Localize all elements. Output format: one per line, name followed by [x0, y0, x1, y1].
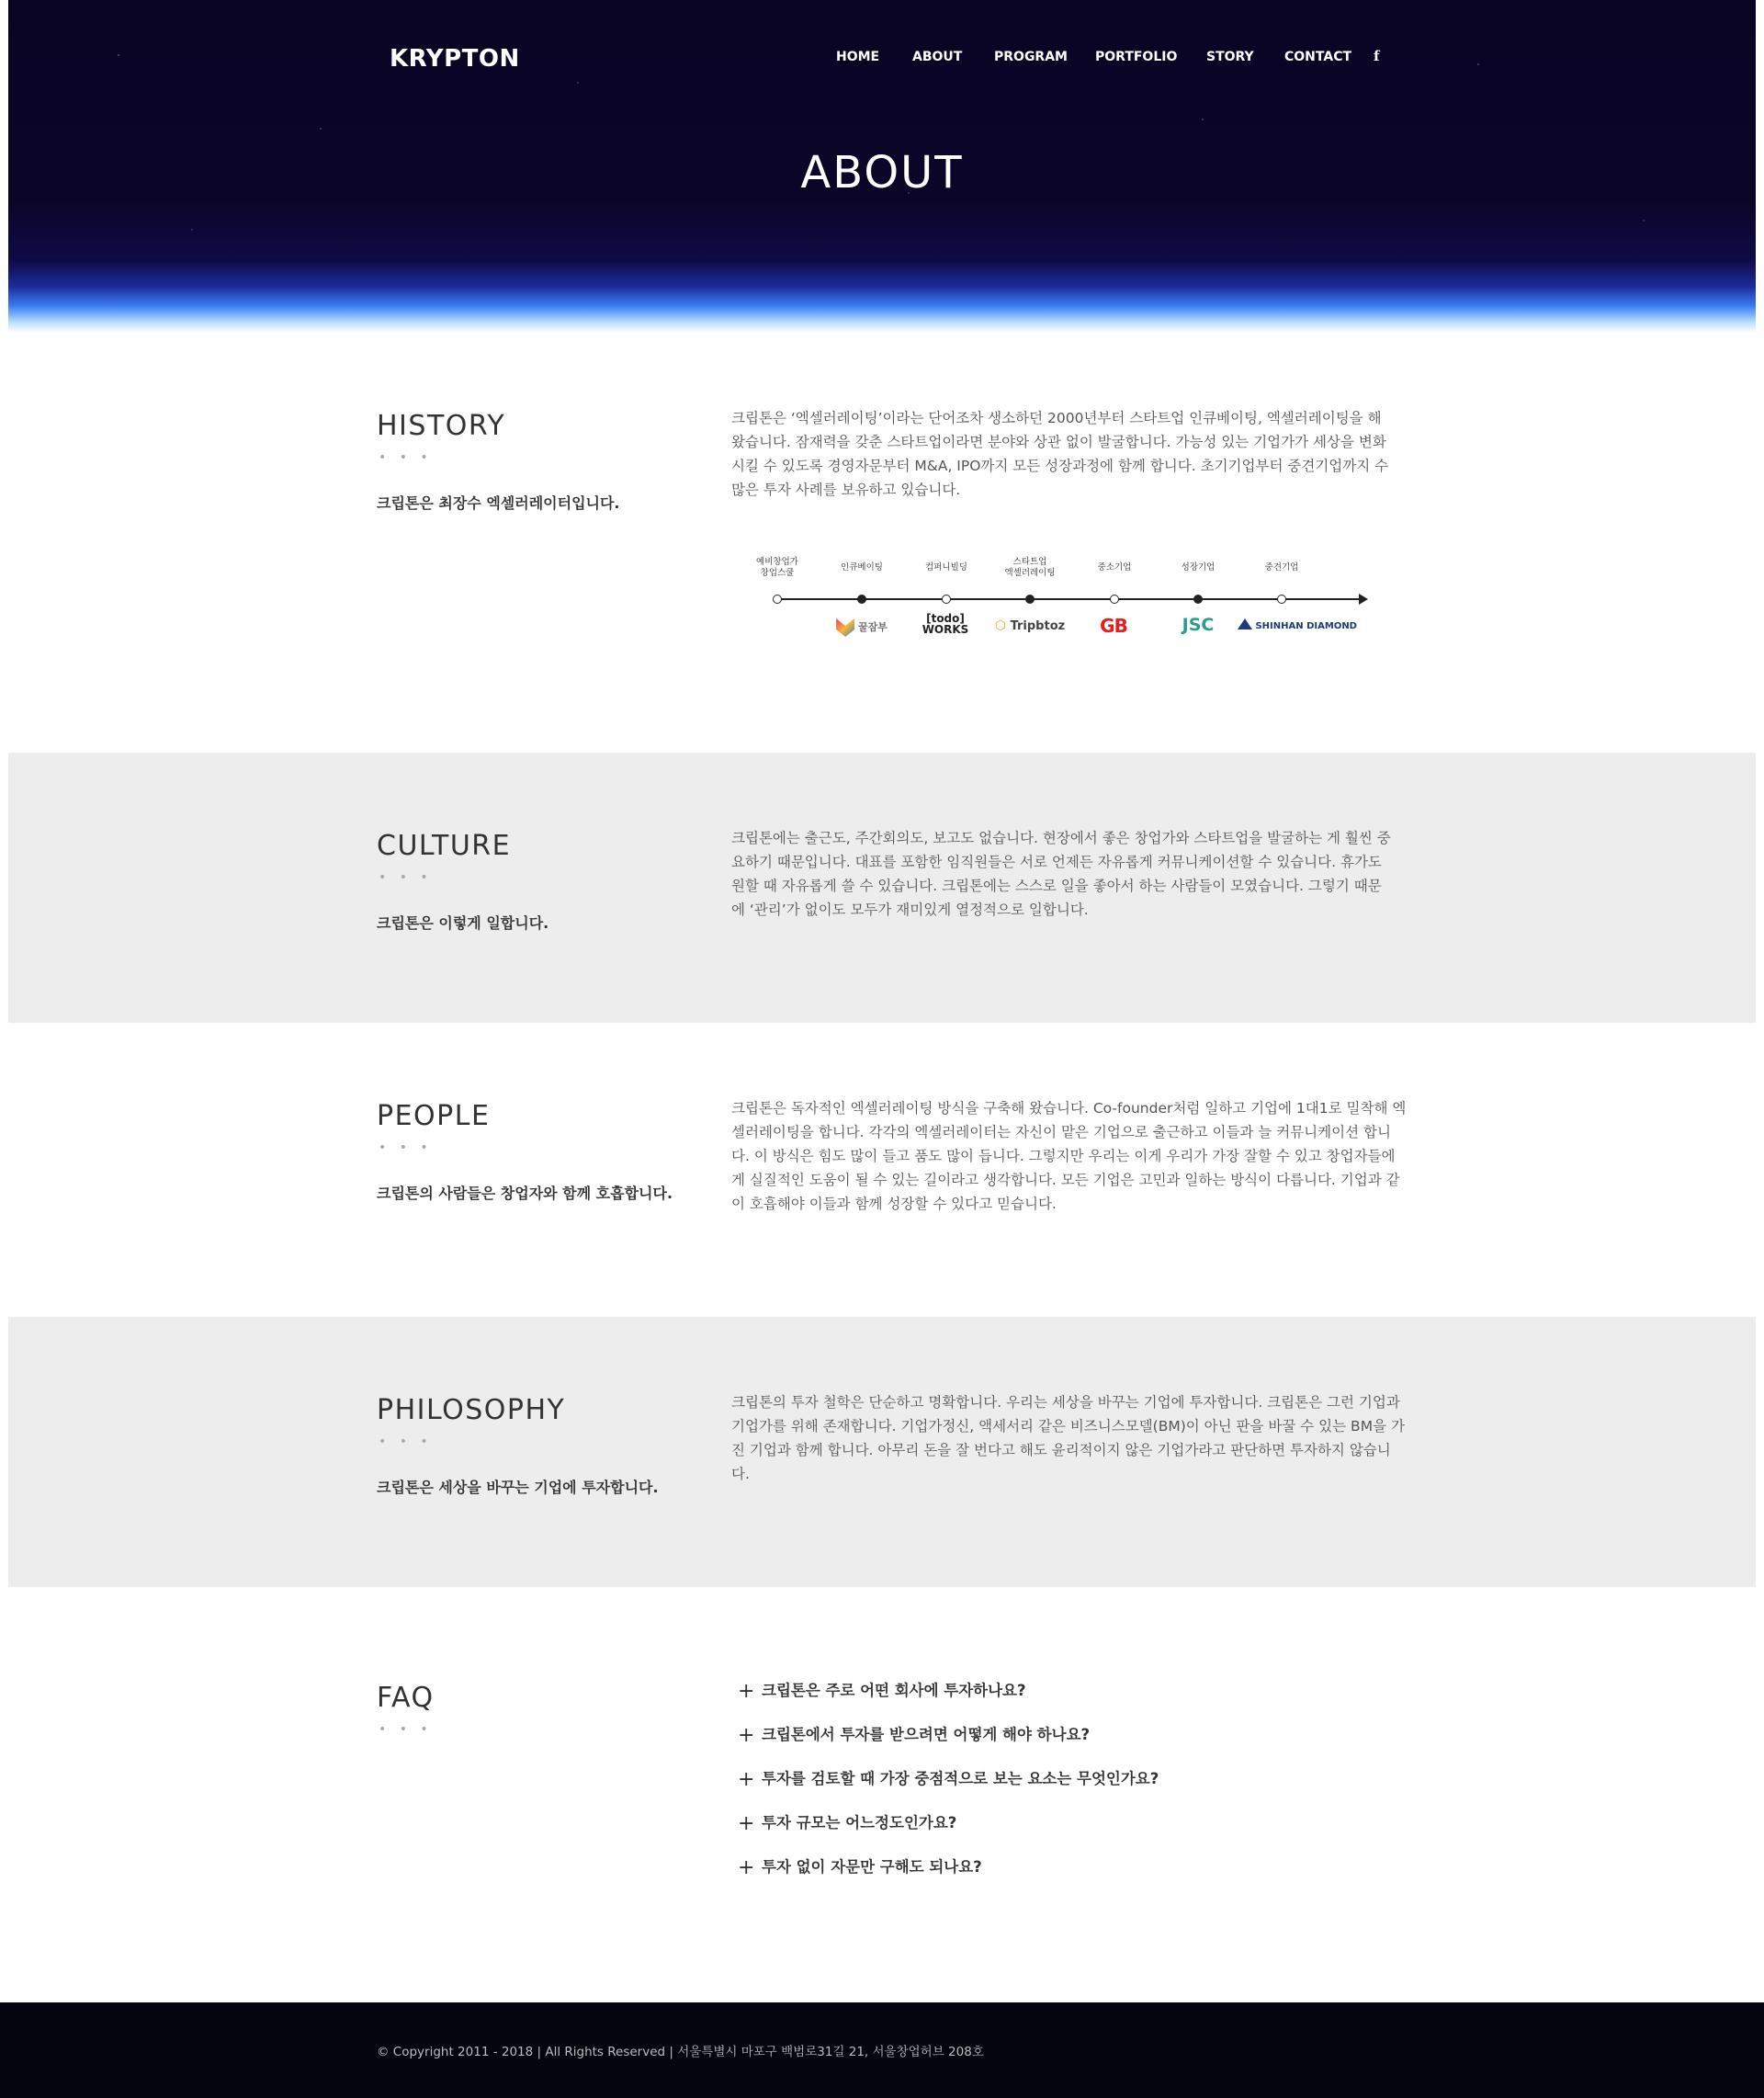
people-title: PEOPLE: [377, 1100, 491, 1132]
footer: [0, 2002, 1764, 2098]
nav-program[interactable]: PROGRAM: [994, 50, 1068, 64]
culture-title: CULTURE: [377, 830, 512, 862]
portfolio-logo-kkuljambu: 꿀잠부: [818, 618, 906, 637]
plus-icon: +: [738, 1856, 755, 1879]
timeline-node: [1025, 595, 1035, 604]
culture-dots: • • •: [379, 870, 433, 885]
portfolio-logo-gb: GB: [1100, 615, 1127, 637]
faq-section: [8, 1587, 1756, 2002]
timeline-node: [857, 595, 866, 604]
timeline-node: [1193, 595, 1203, 604]
timeline-stage-label: 예비창업가 창업스쿨: [756, 557, 798, 578]
history-body: 크립톤은 ‘엑셀러레이팅’이라는 단어조차 생소하던 2000년부터 스타트업 인큐베이팅, 엑셀러레이팅을 해왔습니다. 잠재력을 갖춘 스타트업이라면 분야와 상관 없이 발굴합니다. 가능성 있는 기업가가 세상을 변화시킬 수 있도록 경영자문부터 M&A, IPO까지 모든 성장과정에 함께 합니다. 초기기업부터 중견기업까지 수많은 투자 사례를 보유하고 있습니다.: [731, 410, 1389, 498]
timeline-stage-label: 스타트업 엑셀러레이팅: [1004, 557, 1056, 578]
people-subtitle: 크립톤의 사람들은 창업자와 함께 호흡합니다.: [377, 1185, 673, 1202]
history-dots: • • •: [379, 450, 433, 465]
faq-item[interactable]: + 크립톤에서 투자를 받으려면 어떻게 해야 하나요?: [738, 1724, 1091, 1747]
faq-dots: • • •: [379, 1722, 433, 1737]
facebook-icon[interactable]: f: [1374, 48, 1380, 64]
faq-item[interactable]: + 투자를 검토할 때 가장 중점적으로 보는 요소는 무엇인가요?: [738, 1768, 1159, 1791]
people-body: 크립톤은 독자적인 엑셀러레이팅 방식을 구축해 왔습니다. Co-founder처럼 일하고 기업에 1대1로 밀착해 엑셀러레이팅을 합니다. 각각의 엑셀러레이터는 자신이 맡은 기업으로 출근하고 이들과 늘 커뮤니케이션 합니다. 이 방식은 힘도 많이 들고 품도 많이 듭니다. 그렇지만 우리는 이게 우리가 가장 잘할 수 있고 창업자들에게 실질적인 도움이 될 수 있는 길이라고 생각합니다. 모든 기업은 고민과 일하는 방식이 다릅니다. 기업과 같이 호흡해야 이들과 함께 성장할 수 있다고 믿습니다.: [731, 1100, 1407, 1212]
culture-subtitle: 크립톤은 이렇게 일합니다.: [377, 914, 549, 932]
plus-icon: +: [738, 1724, 755, 1747]
plus-icon: +: [738, 1680, 755, 1703]
history-title: HISTORY: [377, 410, 506, 442]
nav-story[interactable]: STORY: [1206, 50, 1254, 64]
portfolio-logo-tripbtoz: ⬡ Tripbtoz: [994, 618, 1066, 633]
nav-portfolio[interactable]: PORTFOLIO: [1095, 50, 1178, 64]
portfolio-logo-jsc: JSC: [1182, 615, 1215, 635]
people-dots: • • •: [379, 1140, 433, 1155]
timeline-stage-label: 중소기업: [1097, 562, 1132, 573]
footer-copyright: © Copyright 2011 - 2018 | All Rights Reserved | 서울특별시 마포구 백범로31길 21, 서울창업허브 208호: [377, 2045, 984, 2059]
culture-body: 크립톤에는 출근도, 주간회의도, 보고도 없습니다. 현장에서 좋은 창업가와 스타트업을 발굴하는 게 훨씬 중요하기 때문입니다. 대표를 포함한 임직원들은 서로 언제든 자유롭게 커뮤니케이션할 수 있습니다. 휴가도 원할 때 자유롭게 쓸 수 있습니다. 크립톤에는 스스로 일을 좋아서 하는 사람들이 모였습니다. 그렇기 때문에 ‘관리’가 없이도 모두가 재미있게 열정적으로 일합니다.: [731, 830, 1391, 918]
faq-item[interactable]: + 크립톤은 주로 어떤 회사에 투자하나요?: [738, 1680, 1026, 1703]
faq-item[interactable]: + 투자 없이 자문만 구해도 되나요?: [738, 1856, 982, 1879]
history-timeline: [723, 551, 1385, 652]
tripbtoz-logo-icon: ⬡: [994, 618, 1007, 633]
plus-icon: +: [738, 1812, 755, 1835]
faq-item[interactable]: + 투자 규모는 어느정도인가요?: [738, 1812, 957, 1835]
timeline-arrow-icon: [1359, 594, 1368, 605]
timeline-stage-label: 컴퍼니빌딩: [925, 562, 967, 573]
timeline-stage-label: 인큐베이팅: [841, 562, 883, 573]
timeline-stage-label: 성장기업: [1181, 562, 1216, 573]
timeline-node: [773, 595, 782, 604]
history-section: [8, 333, 1756, 753]
portfolio-logo-todo-works: [todo] WORKS: [922, 612, 969, 636]
philosophy-subtitle: 크립톤은 세상을 바꾸는 기업에 투자합니다.: [377, 1479, 659, 1496]
philosophy-section: [8, 1317, 1756, 1587]
philosophy-title: PHILOSOPHY: [377, 1394, 566, 1426]
kkuljambu-logo-icon: [836, 618, 854, 637]
portfolio-logo-shinhan-diamond: SHINHAN DIAMOND: [1238, 618, 1348, 631]
hero-banner: [8, 0, 1756, 333]
timeline-node: [942, 595, 951, 604]
nav-contact[interactable]: CONTACT: [1284, 50, 1352, 64]
timeline-node: [1110, 595, 1119, 604]
culture-section: [8, 753, 1756, 1023]
plus-icon: +: [738, 1768, 755, 1791]
timeline-stage-label: 중견기업: [1264, 562, 1299, 573]
mountain-logo-icon: [1238, 618, 1252, 629]
people-section: [8, 1023, 1756, 1317]
krypton-logo[interactable]: KRYPTON: [390, 45, 520, 73]
timeline-node: [1277, 595, 1286, 604]
main-nav: [8, 50, 1756, 68]
faq-title: FAQ: [377, 1682, 435, 1714]
page-title: ABOUT: [800, 147, 964, 198]
history-subtitle: 크립톤은 최장수 엑셀러레이터입니다.: [377, 494, 620, 512]
philosophy-dots: • • •: [379, 1435, 433, 1449]
philosophy-body: 크립톤의 투자 철학은 단순하고 명확합니다. 우리는 세상을 바꾸는 기업에 투자합니다. 크립톤은 그런 기업과 기업가를 위해 존재합니다. 기업가정신, 액세서리 같은 비즈니스모델(BM)이 아닌 판을 바꿀 수 있는 BM을 가진 기업과 함께 합니다. 아무리 돈을 잘 번다고 해도 윤리적이지 않은 기업가라고 판단하면 투자하지 않습니다.: [731, 1394, 1405, 1482]
nav-about[interactable]: ABOUT: [912, 50, 963, 64]
nav-home[interactable]: HOME: [836, 50, 880, 64]
